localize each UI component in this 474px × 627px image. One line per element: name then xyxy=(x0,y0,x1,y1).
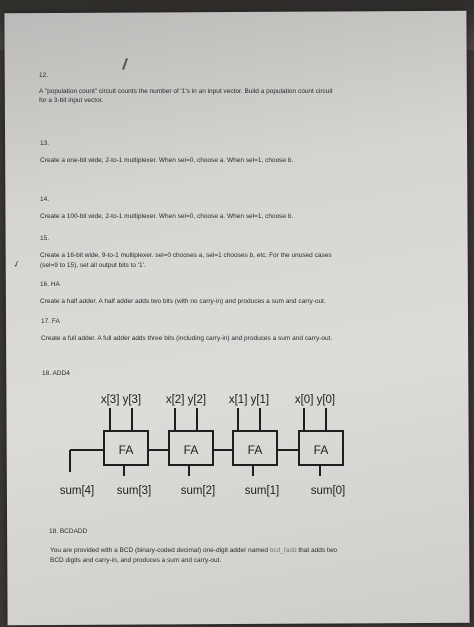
question-15-text-line1: Create a 16-bit wide, 9-to-1 multiplexer. sel=0 chooses a, sel=1 chooses b, etc. For the unused cases xyxy=(40,252,332,259)
bcd-fadd-code: bcd_fadd xyxy=(269,547,297,554)
fa-label-0: FA xyxy=(313,443,329,457)
question-17-number: 17. FA xyxy=(41,318,60,325)
input-label-2: x[2] y[2] xyxy=(165,394,207,406)
question-18-bcdadd-text-line2: BCD digits and carry-in, and produces a sum and carry-out. xyxy=(50,557,222,564)
fa-label-3: FA xyxy=(118,443,134,457)
question-14-number: 14. xyxy=(40,196,50,203)
margin-tick-mark: ✓ xyxy=(11,258,22,271)
sum-label-3: sum[3] xyxy=(116,485,152,497)
question-16-text: Create a half adder. A half adder adds two bits (with no carry-in) and produces a sum and carry-out. xyxy=(40,298,326,305)
sum-label-0: sum[0] xyxy=(310,485,346,497)
bcdadd-text-a: You are provided with a BCD (binary-coded decimal) one-digit adder named xyxy=(50,547,268,554)
fa-label-1: FA xyxy=(247,443,263,457)
ripple-carry-adder-diagram xyxy=(58,386,378,504)
fa-label-2: FA xyxy=(183,443,199,457)
question-18-bcdadd-number: 18. BCDADD xyxy=(49,528,88,535)
question-15-number: 15. xyxy=(40,235,50,242)
input-label-1: x[1] y[1] xyxy=(228,394,270,406)
bcdadd-text-b: that adds two xyxy=(298,547,338,554)
question-18-bcdadd-text-line1 xyxy=(50,546,337,555)
sum-label-4: sum[4] xyxy=(59,485,95,497)
question-12-text-line1: A "population count" circuit counts the number of '1's in an input vector. Build a population count circuit xyxy=(39,88,333,95)
question-12-number: 12. xyxy=(39,72,49,79)
question-13-number: 13. xyxy=(40,140,50,147)
question-16-number: 16. HA xyxy=(40,281,60,288)
sum-label-1: sum[1] xyxy=(244,485,280,497)
question-18-add4-number: 18. ADD4 xyxy=(42,370,70,377)
sum-label-2: sum[2] xyxy=(180,485,216,497)
question-15-text-line2: (sel=9 to 15), set all output bits to '1'. xyxy=(40,262,146,269)
question-12-text-line2: for a 3-bit input vector. xyxy=(39,97,104,104)
input-label-3: x[3] y[3] xyxy=(100,394,142,406)
input-label-0: x[0] y[0] xyxy=(294,394,336,406)
question-17-text: Create a full adder. A full adder adds three bits (including carry-in) and produces a sum and carry-out. xyxy=(41,335,333,342)
question-13-text: Create a one-bit wide, 2-to-1 multiplexer. When sel=0, choose a. When sel=1, choose b. xyxy=(40,157,294,164)
question-14-text: Create a 100-bit wide, 2-to-1 multiplexer. When sel=0, choose a. When sel=1, choose b. xyxy=(40,213,294,220)
